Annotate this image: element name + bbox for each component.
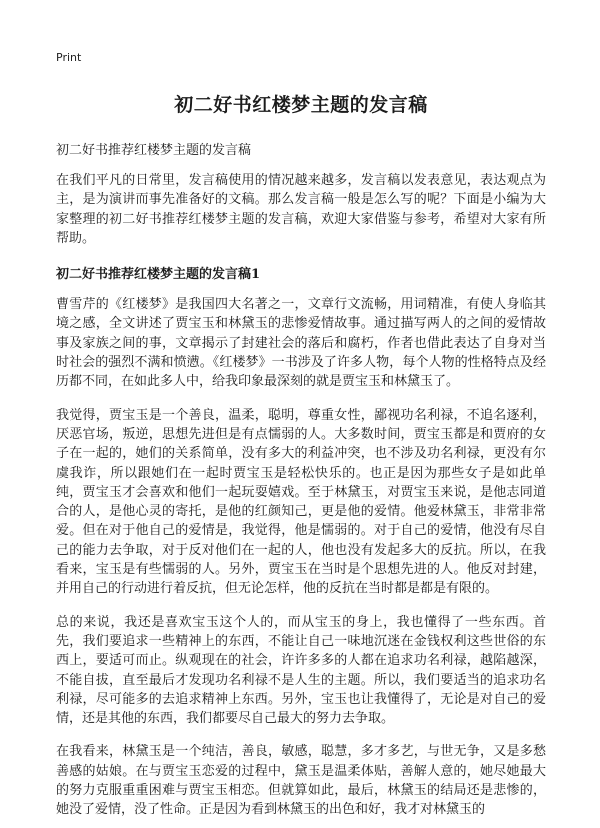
document-page bbox=[56, 46, 546, 820]
body-paragraph: 总的来说，我还是喜欢宝玉这个人的，而从宝玉的身上，我也懂得了一些东西。首先，我们要追求一些精神上的东西，不能让自己一味地沉迷在金钱权利这些世俗的东西上，要适可而止。纵观现在的社会，许许多多的人都在追求功名利禄，越陷越深，不能自拔，直至最后才发现功名利禄不是人生的主题。所以，我们要适当的追求功名利禄，尽可能多的去追求精神上东西。另外，宝玉也让我懂得了，无论是对自己的爱情，还是其他的东西，我们都要尽自己最大的努力去争取。 bbox=[56, 614, 546, 727]
intro-paragraph: 在我们平凡的日常里，发言稿使用的情况越来越多，发言稿以发表意见，表达观点为主，是为演讲而事先准备好的文稿。那么发言稿一般是怎么写的呢？下面是小编为大家整理的初二好书推荐红楼梦主题的发言稿，欢迎大家借鉴与参考，希望对大家有所帮助。 bbox=[56, 173, 546, 246]
document-title: 初二好书红楼梦主题的发言稿 bbox=[174, 94, 428, 116]
body-paragraph: 曹雪芹的《红楼梦》是我国四大名著之一，文章行文流畅，用词精准，有使人身临其境之感，全文讲述了贾宝玉和林黛玉的悲惨爱情故事。通过描写两人的之间的爱情故事及家族之间的事，文章揭示了封建社会的落后和腐朽，作者也借此表达了自身对当时社会的强烈不满和愤懑。《红楼梦》一书涉及了许多人物，每个人物的性格特点及经历都不同，在如此多人中，给我印象最深刻的就是贾宝玉和林黛玉了。 bbox=[56, 297, 546, 390]
section-heading: 初二好书推荐红楼梦主题的发言稿1 bbox=[56, 267, 261, 283]
document-subtitle: 初二好书推荐红楼梦主题的发言稿 bbox=[56, 143, 252, 158]
body-paragraph: 我觉得，贾宝玉是一个善良，温柔，聪明，尊重女性，鄙视功名利禄，不追名逐利，厌恶官场，叛逆，思想先进但是有点懦弱的人。大多数时间，贾宝玉都是和贾府的女子在一起的，她们的关系简单，没有多大的利益冲突，也不涉及功名利禄，更没有尔虞我诈，所以跟她们在一起时贾宝玉是轻松快乐的。也正是因为那些女子是如此单纯，贾宝玉才会喜欢和他们一起玩耍嬉戏。至于林黛玉，对贾宝玉来说，是他志同道合的人，是他心灵的寄托，是他的红颜知己，更是他的爱情。他爱林黛玉，非常非常爱。但在对于他自己的爱情是，我觉得，他是懦弱的。对于自己的爱情，他没有尽自己的能力去争取，对于反对他们在一起的人，他也没有发起多大的反抗。所以，在我看来，宝玉是有些懦弱的人。另外，贾宝玉在当时是个思想先进的人。他反对封建，并用自己的行动进行着反抗，但无论怎样，他的反抗在当时都是都是有限的。 bbox=[56, 407, 546, 597]
print-link[interactable]: Print bbox=[56, 51, 82, 64]
body-paragraph: 在我看来，林黛玉是一个纯洁，善良，敏感，聪慧，多才多艺，与世无争，又是多愁善感的姑娘。在与贾宝玉恋爱的过程中，黛玉是温柔体贴，善解人意的，她尽她最大的努力克服重重困难与贾宝玉相恋。但就算如此，最后，林黛玉的结局还是悲惨的，她没了爱情，没了性命。正是因为看到林黛玉的出色和好，我才对林黛玉的 bbox=[56, 744, 546, 818]
